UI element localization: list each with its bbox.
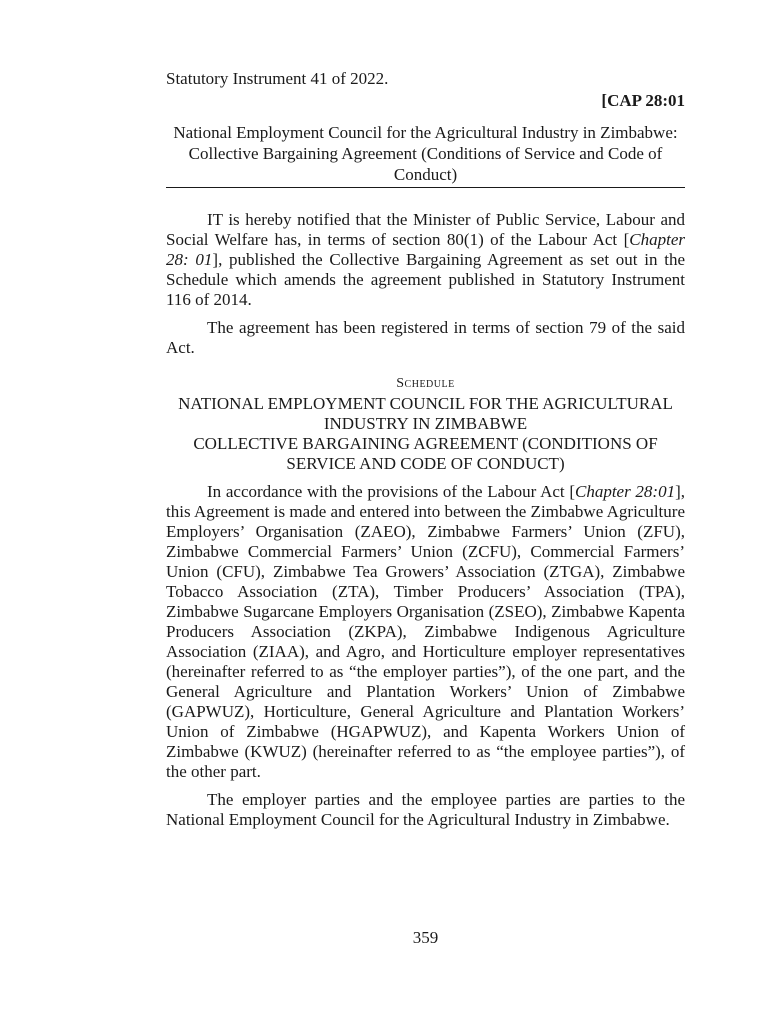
parties-text-start: In accordance with the provisions of the Labour Act [ [207, 482, 575, 501]
parties-paragraph [166, 482, 685, 782]
notice-text-start: IT is hereby notified that the Minister of Public Service, Labour and Social Welfare has, in terms of section 80(1) of the Labour Act [ [166, 210, 685, 249]
registration-paragraph: The agreement has been registered in terms of section 79 of the said Act. [166, 318, 685, 357]
parties-text-end: ], this Agreement is made and entered into between the Zimbabwe Agriculture Employers’ Organisation (ZAEO), Zimbabwe Farmers’ Union (ZFU), Zimbabwe Commercial Farmers’ Union (ZCFU), Commercial Farmers’ Union (CFU), Zimbabwe Tea Growers’ Association (ZTGA), Zimbabwe Tobacco Association (ZTA), Timber Producers’ Association (TPA), Zimbabwe Sugarcane Employers Organisation (ZSEO), Zimbabwe Kapenta Producers Association (ZKPA), Zimbabwe Indigenous Agriculture Association (ZIAA), and Agro, and Horticulture employer representatives (hereinafter referred to as “the employer parties”), of the one part, and the General Agriculture and Plantation Workers’ Union of Zimbabwe (GAPWUZ), Horticulture, General Agriculture and Plantation Workers’ Union of Zimbabwe (HGAPWUZ), and Kapenta Workers Union of Zimbabwe (KWUZ) (hereinafter referred to as “the employee parties”), of the other part. [166, 482, 686, 781]
labour-act-citation: Chapter 28:01 [575, 482, 676, 501]
title-divider [166, 187, 685, 188]
chapter-citation: Chapter 28: 01 [166, 230, 685, 269]
chapter-reference: [CAP 28:01 [601, 91, 685, 110]
notice-text-end: ], published the Collective Bargaining Agreement as set out in the Schedule which amends the agreement published in Statutory Instrument 116 of 2014. [166, 250, 685, 309]
council-parties-paragraph: The employer parties and the employee parties are parties to the National Employment Council for the Agricultural Industry in Zimbabwe. [166, 790, 685, 829]
document-title: National Employment Council for the Agricultural Industry in Zimbabwe: Collective Bargaining Agreement (Conditions of Service and Code of Conduct) [173, 123, 678, 184]
schedule-label: Schedule [396, 376, 455, 391]
text-column [166, 68, 685, 830]
agreement-heading: COLLECTIVE BARGAINING AGREEMENT (CONDITIONS OF SERVICE AND CODE OF CONDUCT) [193, 434, 658, 473]
council-heading: NATIONAL EMPLOYMENT COUNCIL FOR THE AGRICULTURAL INDUSTRY IN ZIMBABWE [178, 394, 673, 433]
notice-paragraph [166, 210, 685, 310]
page-number: 359 [412, 928, 439, 947]
instrument-number: Statutory Instrument 41 of 2022. [166, 69, 389, 88]
